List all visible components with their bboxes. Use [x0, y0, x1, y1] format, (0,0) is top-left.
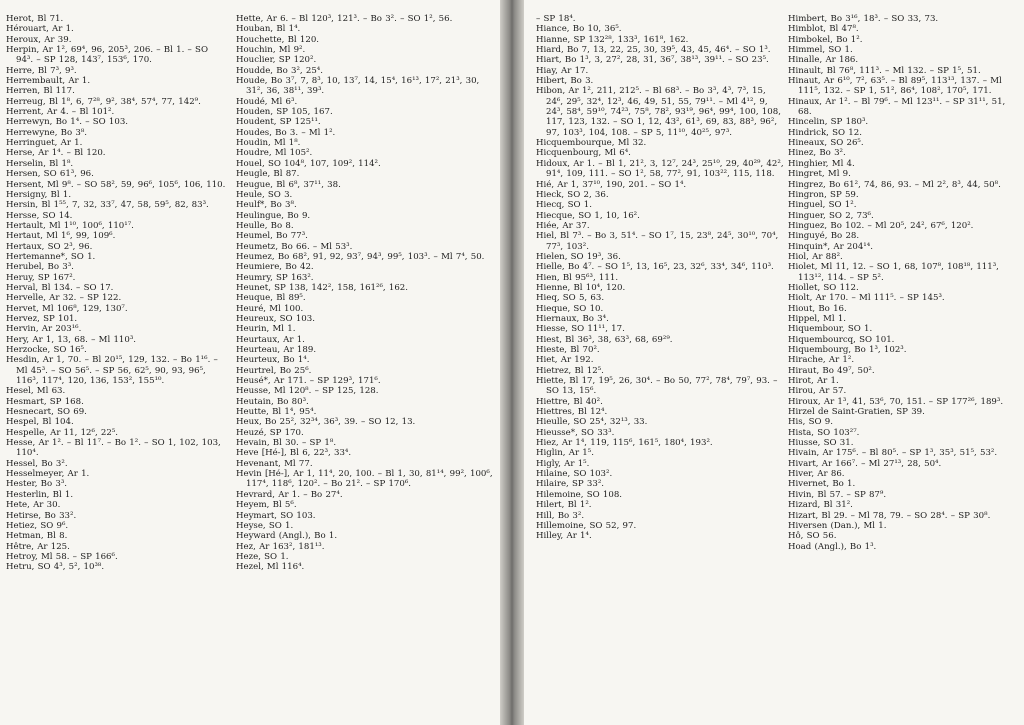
index-entry: Houdent, SP 125¹¹. — [236, 117, 321, 128]
index-entry: Hirache, Ar 1². — [788, 355, 855, 366]
index-entry: Himbert, Bo 3¹⁶, 18³. – SO 33, 73. — [788, 14, 939, 24]
index-entry: Hidoux, Ar 1. – Bl 1, 21², 3, 12⁷, 24³, 25¹⁰, 29, 40²⁹, 42², 91⁴, 109, 111. – SO 1², 58, 77², 91, 103²², 115, 118. — [536, 158, 784, 180]
index-entry: Hielle, Bo 4⁷. – SO 1⁵, 13, 16⁵, 23, 32⁶, 33⁴, 34⁶, 110³. — [536, 262, 774, 273]
index-entry: Heumetz, Bo 66. – Ml 53³. — [236, 241, 353, 252]
index-entry: Hetru, SO 4³, 5², 10³⁸. — [6, 562, 105, 573]
index-entry: Hiusse, SO 31. — [788, 438, 854, 449]
index-entry: Herrewyne, Bo 3⁸. — [6, 127, 88, 138]
index-entry: Hersen, SO 61³, 96. — [6, 169, 94, 180]
index-entry: Hibert, Bo 3. — [536, 76, 594, 87]
index-entry: Houde, Bo 3⁷, 7, 8³, 10, 13⁷, 14, 15⁴, 16¹³, 17², 21³, 30, 31², 36, 38¹¹, 39³. — [236, 76, 480, 97]
index-entry: Hieulle, SO 25⁴, 32¹³, 33. — [536, 417, 648, 428]
index-entry: Herubel, Bo 3³. — [6, 262, 74, 273]
index-entry: Hervet, Ml 106⁸, 129, 130⁷. — [6, 303, 128, 314]
index-entry: Hersin, Bl 1⁵⁵, 7, 32, 33⁷, 47, 58, 59⁵, 82, 83³. — [6, 200, 209, 211]
index-entry: Hiest, Bl 36³, 38, 63³, 68, 69²⁹. — [536, 334, 673, 345]
index-entry: Hinaut, Ar 6¹⁰, 7², 63⁵. – Bl 89⁵, 113¹³, 137. – Ml 111⁵, 132. – SP 1, 51², 86⁴, 108², 170⁵, 171. — [788, 76, 1002, 97]
index-entry: Heurtaux, Ar 1. — [236, 334, 305, 345]
index-entry: Hinez, Bo 3². — [788, 148, 846, 159]
index-entry: Hervelle, Ar 32. – SP 122. — [6, 293, 122, 304]
index-entry: Hincelin, SP 180³. — [788, 117, 869, 128]
index-entry: Heule, SO 3. — [236, 189, 293, 200]
index-entry: Herren, Bl 117. — [6, 86, 75, 97]
index-entry: – SP 18⁴. — [536, 14, 576, 24]
index-entry: Hizard, Bl 31². — [788, 500, 853, 511]
index-entry: Hippel, Ml 1. — [788, 313, 847, 324]
index-entry: Heroux, Ar 39. — [6, 34, 72, 45]
index-entry: Himmel, SO 1. — [788, 45, 853, 56]
index-entry: Heulf*, Bo 3⁸. — [236, 200, 297, 211]
index-entry: Hiernaux, Bo 3⁴. — [536, 313, 609, 324]
index-entry: Hinguer, SO 2, 73⁶. — [788, 210, 874, 221]
index-entry: Hiversen (Dan.), Ml 1. — [788, 520, 887, 531]
index-entry: Himbokel, Bo 1². — [788, 34, 863, 45]
index-entry: Hivin, Bl 57. – SP 87⁹. — [788, 489, 887, 500]
index-entry: Houel, SO 104⁸, 107, 109², 114². — [236, 158, 381, 169]
index-entry: Hesmart, SP 168. — [6, 396, 84, 407]
index-entry: Hetirse, Bo 33². — [6, 510, 77, 521]
index-entry: Hinquin*, Ar 204¹⁴. — [788, 241, 873, 252]
index-entry: Heusé*, Ar 171. – SP 129³, 171⁶. — [236, 376, 381, 387]
index-entry: Hesterlin, Bl 1. — [6, 489, 74, 500]
index-entry: Heurteux, Bo 1⁴. — [236, 355, 310, 366]
index-entry: Hiet, Ar 192. — [536, 355, 594, 366]
index-entry: Hertaux, SO 2³, 96. — [6, 241, 93, 252]
index-entry: Hervin, Ar 203¹⁶. — [6, 324, 82, 335]
index-entry: Houchette, Bl 120. — [236, 34, 320, 45]
index-entry: Hinaux, Ar 1². – Bl 79⁶. – Ml 123¹¹. – SP 31¹¹, 51, 68. — [788, 96, 1006, 118]
index-entry: Hinghier, Ml 4. — [788, 158, 855, 169]
index-entry: Hoad (Angl.), Bo 1³. — [788, 541, 877, 552]
index-entry: Hertault, Ml 1¹⁰, 100⁶, 110¹⁷. — [6, 220, 134, 231]
index-entry: Hieque, SO 10. — [536, 303, 604, 314]
index-entry: Higlin, Ar 1⁵. — [536, 448, 594, 459]
index-entry: Heze, SO 1. — [236, 551, 289, 562]
index-entry: Hibon, Ar 1², 211, 212⁵. – Bl 68³. – Bo 3³, 4³, 7³, 15, 24⁶, 29⁵, 32⁴, 12³, 46, 49, 51, 55, 79¹¹. – Ml 4¹², 9, 24³, 58⁴, 59¹⁰, 74²³, 75⁸, 78², 93¹⁹, 96⁴, 99⁴, 100, 108, 117, 123, 132. – SO 1, 12, 43², 61³, 69, 83, 88³, 96², 97, 103³, 104, 108. – SP 5, 11¹⁰, 40²⁵, 97³. — [536, 86, 781, 138]
index-entry: Hersigny, Bl 1. — [6, 189, 72, 200]
index-entry: Hérouart, Ar 1. — [6, 24, 74, 35]
index-entry: Hiay, Ar 17. — [536, 65, 589, 76]
index-entry: Hizart, Bl 29. – Ml 78, 79. – SO 28⁴. – SP 30⁸. — [788, 510, 991, 521]
index-entry: Hiollet, SO 112. — [788, 282, 859, 293]
index-entry: Heureux, SO 103. — [236, 313, 315, 324]
left-page — [0, 0, 500, 725]
index-entry: Hillemoine, SO 52, 97. — [536, 520, 637, 531]
index-entry: Hiance, Bo 10, 36⁵. — [536, 24, 622, 35]
index-entry: Hiroux, Ar 1³, 41, 53⁶, 70, 151. – SP 177²⁶, 189³. — [788, 396, 1004, 407]
index-entry: Hery, Ar 1, 13, 68. – Ml 110³. — [6, 334, 137, 345]
index-entry: Hinalle, Ar 186. — [788, 55, 859, 66]
index-entry: Herselin, Bl 1⁸. — [6, 158, 74, 169]
index-entry: Hesnecart, SO 69. — [6, 407, 87, 418]
index-entry: Hiol, Ar 88². — [788, 251, 843, 262]
index-entry: Hiquembourcq, SO 101. — [788, 334, 895, 345]
index-entry: Heymart, SO 103. — [236, 510, 316, 521]
index-entry: Houdes, Bo 3. – Ml 1². — [236, 127, 336, 138]
index-entry: Hiraut, Bo 49⁷, 50². — [788, 365, 875, 376]
index-entry: Hiel, Bl 7³. – Bo 3, 51⁴. – SO 1⁷, 15, 23⁸, 24⁵, 30¹⁰, 70⁴, 77³, 103². — [536, 231, 779, 252]
index-entry: Hester, Bo 3³. — [6, 479, 68, 490]
index-entry: Hesdin, Ar 1, 70. – Bl 20¹⁵, 129, 132. – Bo 1¹⁶. – Ml 45³. – SO 56⁵. – SP 56, 62⁵, 90, 93, 96⁵, 116³, 117⁴, 120, 136, 153², 155¹⁰. — [6, 355, 218, 387]
index-entry: Heusse, Ml 120⁸. – SP 125, 128. — [236, 386, 379, 397]
index-entry: Hiecque, SO 1, 10, 16². — [536, 210, 640, 221]
index-entry: Hicquenbourg, Ml 6⁴. — [536, 148, 631, 159]
index-entry: Hivain, Ar 175⁶. – Bl 80⁵. – SP 1³, 35³, 51⁵, 53². — [788, 448, 998, 459]
index-entry: His, SO 9. — [788, 417, 833, 428]
index-entry: Heugue, Bl 6⁸, 37¹¹, 38. — [236, 179, 341, 190]
index-entry: Hiolet, Ml 11, 12. – SO 1, 68, 107⁸, 108¹⁸, 111³, 113¹², 114. – SP 5². — [788, 262, 999, 283]
index-entry: Herringuet, Ar 1. — [6, 138, 83, 149]
index-entry: Houchin, Ml 9². — [236, 45, 306, 56]
index-entry: Hiard, Bo 7, 13, 22, 25, 30, 39⁵, 43, 45, 46⁴. – SO 1³. — [536, 45, 771, 56]
index-entry: Hiesse, SO 11¹¹, 17. — [536, 324, 625, 335]
index-entry: Hez, Ar 163², 181¹³. — [236, 541, 325, 552]
index-column-3 — [536, 14, 786, 542]
index-entry: Hiettres, Bl 12⁴. — [536, 407, 608, 418]
index-entry: Hevenant, Ml 77. — [236, 458, 313, 469]
index-entry: Hesel, Ml 63. — [6, 386, 66, 397]
index-entry: Herrent, Ar 4. – Bl 101². — [6, 107, 115, 118]
index-entry: Hetman, Bl 8. — [6, 531, 68, 542]
index-entry: Himblot, Bl 47⁸. — [788, 24, 859, 35]
index-entry: Hertaut, Ml 1⁶, 99, 109⁶. — [6, 231, 116, 242]
index-entry: Hiout, Bo 16. — [788, 303, 847, 314]
index-entry: Herrewyn, Bo 1⁴. – SO 103. — [6, 117, 129, 128]
index-entry: Hesselmeyer, Ar 1. — [6, 469, 90, 480]
index-entry: Hersse, SO 14. — [6, 210, 73, 221]
index-entry: Hessel, Bo 3². — [6, 458, 68, 469]
index-entry: Hetiez, SO 9⁶. — [6, 520, 69, 531]
index-entry: Heunet, SP 138, 142², 158, 161²⁶, 162. — [236, 282, 408, 293]
index-entry: Hevrard, Ar 1. – Bo 27⁴. — [236, 489, 343, 500]
index-entry: Hiecq, SO 1. — [536, 200, 592, 211]
index-column-2 — [236, 14, 494, 573]
index-entry: Hié, Ar 1, 37¹⁰, 190, 201. – SO 1⁴. — [536, 179, 687, 190]
index-entry: Herval, Bl 134. – SO 17. — [6, 282, 114, 293]
index-entry: Hiolt, Ar 170. – Ml 111⁵. – SP 145³. — [788, 293, 945, 304]
right-page — [524, 0, 1024, 725]
index-entry: Hilemoine, SO 108. — [536, 489, 623, 500]
book-gutter — [500, 0, 524, 725]
index-entry: Higly, Ar 1⁵. — [536, 458, 590, 469]
index-entry: Herzocke, SO 16⁵. — [6, 345, 87, 355]
index-entry: Hieste, Bl 70². — [536, 345, 600, 355]
index-entry: Hilert, Bl 1². — [536, 500, 592, 511]
index-entry: Hetroy, Ml 58. – SP 166⁶. — [6, 551, 118, 562]
index-entry: Hezel, Ml 116⁴. — [236, 562, 305, 573]
index-column-1 — [6, 14, 228, 573]
index-entry: Hilaine, SO 103². — [536, 469, 613, 480]
index-entry: Hilley, Ar 1⁴. — [536, 531, 592, 542]
index-entry: Hista, SO 103²⁷. — [788, 427, 860, 438]
index-entry: Hirzel de Saint-Gratien, SP 39. — [788, 407, 925, 418]
index-entry: Hienne, Bl 10⁴, 120. — [536, 282, 626, 293]
index-entry: Hielen, SO 19³, 36. — [536, 251, 621, 262]
index-entry: Hieck, SO 2, 36. — [536, 189, 609, 200]
index-entry: Hiver, Ar 86. — [788, 469, 845, 480]
index-entry: Hespel, Bl 104. — [6, 417, 74, 428]
index-entry: Houclier, SP 120². — [236, 55, 317, 66]
index-entry: Heutte, Bl 1⁴, 95⁴. — [236, 407, 317, 418]
index-entry: Hicquembourque, Ml 32. — [536, 138, 647, 149]
index-entry: Hianne, SP 132²⁸, 133³, 161⁸, 162. — [536, 34, 689, 45]
index-entry: Houden, SP 105, 167. — [236, 107, 333, 118]
index-entry: Heumel, Bo 77³. — [236, 231, 308, 242]
index-entry: Hill, Bo 3². — [536, 510, 585, 521]
index-entry: Hineaux, SO 26⁵. — [788, 138, 864, 149]
index-entry: Hien, Bl 95⁶³, 111. — [536, 272, 619, 283]
index-entry: Hinguyé, Bo 28. — [788, 231, 860, 242]
index-entry: Heugle, Bl 87. — [236, 169, 300, 180]
index-entry: Hervez, SP 101. — [6, 313, 78, 324]
index-entry: Heyse, SO 1. — [236, 520, 294, 531]
index-entry: Houdde, Bo 3², 25⁴. — [236, 65, 323, 76]
index-entry: Heuré, Ml 100. — [236, 303, 304, 314]
index-entry: Herot, Bl 71. — [6, 14, 64, 24]
index-entry: Hinguel, SO 1². — [788, 200, 857, 211]
index-entry: Hertemanne*, SO 1. — [6, 251, 96, 262]
index-entry: Heulingue, Bo 9. — [236, 210, 311, 221]
index-entry: Houdin, Ml 1⁸. — [236, 138, 301, 149]
index-entry: Heurin, Ml 1. — [236, 324, 296, 335]
index-entry: Heulle, Bo 8. — [236, 220, 294, 231]
index-entry: Hingron, SP 59. — [788, 189, 859, 200]
index-entry: Hinault, Bl 76⁸, 111³. – Ml 132. – SP 1⁵, 51. — [788, 65, 981, 76]
index-entry: Hietrez, Bl 12⁵. — [536, 365, 604, 376]
index-entry: Hêtre, Ar 125. — [6, 541, 70, 552]
index-entry: Hesse, Ar 1². – Bl 11⁷. – Bo 1². – SO 1, 102, 103, 110⁴. — [6, 438, 221, 459]
index-entry: Hiette, Bl 17, 19⁵, 26, 30⁴. – Bo 50, 77², 78⁴, 79⁷, 93. – SO 13, 15⁶. — [536, 376, 778, 397]
index-entry: Hiquembour, SO 1. — [788, 324, 873, 335]
index-entry: Hespelle, Ar 11, 12⁶, 22⁵. — [6, 427, 119, 438]
index-entry: Hingrez, Bo 61², 74, 86, 93. – Ml 2², 8³, 44, 50⁸. — [788, 179, 1001, 190]
index-entry: Herpin, Ar 1², 69⁴, 96, 205³, 206. – Bl 1. – SO 94³. – SP 128, 143⁷, 153⁶, 170. — [6, 45, 208, 66]
index-entry: Heve [Hé-], Bl 6, 22³, 33⁴. — [236, 448, 352, 459]
index-entry: Hersent, Ml 9⁸. – SO 58², 59, 96⁶, 105⁶, 106, 110. — [6, 179, 226, 190]
index-entry: Hô, SO 56. — [788, 531, 837, 542]
index-entry: Hinguez, Bo 102. – Ml 20⁵, 24², 67⁶, 120². — [788, 220, 974, 231]
index-entry: Hieusse*, SO 33³. — [536, 427, 615, 438]
index-entry: Herre, Bl 7³, 9³. — [6, 65, 77, 76]
index-entry: Houdre, Ml 105². — [236, 148, 313, 159]
index-entry: Heuzé, SP 170. — [236, 427, 304, 438]
index-entry: Heumry, SP 163². — [236, 272, 314, 283]
index-entry: Hiettre, Bl 40². — [536, 396, 603, 407]
index-entry: Heumez, Bo 68², 91, 92, 93⁷, 94³, 99⁵, 103³. – Ml 7⁴, 50. — [236, 251, 485, 262]
index-entry: Heuque, Bl 89⁵. — [236, 293, 306, 304]
index-entry: Houdé, Ml 6³. — [236, 96, 298, 107]
index-entry: Houban, Bl 1⁴. — [236, 24, 301, 35]
index-entry: Hiart, Bo 1³, 3, 27², 28, 31, 36⁷, 38¹³, 39¹¹. – SO 23⁵. — [536, 55, 769, 66]
index-entry: Heux, Bo 25², 32³⁴, 36³, 39. – SO 12, 13. — [236, 417, 416, 428]
index-entry: Heruy, SP 167². — [6, 272, 76, 283]
index-entry: Heurtrel, Bo 25⁶. — [236, 365, 312, 376]
index-entry: Hevain, Bl 30. – SP 1⁸. — [236, 438, 337, 449]
index-entry: Hete, Ar 30. — [6, 500, 61, 511]
index-entry: Heumiere, Bo 42. — [236, 262, 314, 273]
index-entry: Herreug, Bl 1⁸, 6, 7²⁸, 9², 38⁴, 57⁴, 77, 142⁹. — [6, 96, 201, 107]
index-entry: Heutain, Bo 80³. — [236, 396, 309, 407]
index-entry: Hirou, Ar 57. — [788, 386, 847, 397]
index-entry: Hirot, Ar 1. — [788, 376, 839, 387]
index-entry: Heurteau, Ar 189. — [236, 345, 317, 355]
index-entry: Herrembault, Ar 1. — [6, 76, 91, 87]
index-entry: Hevin [Hé-], Ar 1, 11⁴, 20, 100. – Bl 1, 30, 81¹⁴, 99², 100⁶, 117⁴, 118⁶, 120². – Bo 21². – SP 170⁶. — [236, 469, 493, 490]
index-entry: Hingret, Ml 9. — [788, 169, 851, 180]
index-entry: Herse, Ar 1⁴. – Bl 120. — [6, 148, 106, 159]
index-entry: Hette, Ar 6. – Bl 120³, 121³. – Bo 3². – SO 1², 56. — [236, 14, 453, 24]
index-column-4 — [788, 14, 1020, 552]
index-entry: Hiquembourg, Bo 1³, 102³. — [788, 345, 907, 355]
index-entry: Hilaire, SP 33². — [536, 479, 605, 490]
index-entry: Hiez, Ar 1⁴, 119, 115⁶, 161⁵, 180⁴, 193². — [536, 438, 713, 449]
index-entry: Hivart, Ar 166⁷. – Ml 27¹³, 28, 50⁴. — [788, 458, 942, 469]
index-entry: Heyem, Bl 5⁶. — [236, 500, 297, 511]
index-entry: Hindrick, SO 12. — [788, 127, 862, 138]
index-entry: Hieq, SO 5, 63. — [536, 293, 605, 304]
index-entry: Heyward (Angl.), Bo 1. — [236, 531, 338, 542]
index-entry: Hiée, Ar 37. — [536, 220, 590, 231]
index-entry: Hivernet, Bo 1. — [788, 479, 856, 490]
